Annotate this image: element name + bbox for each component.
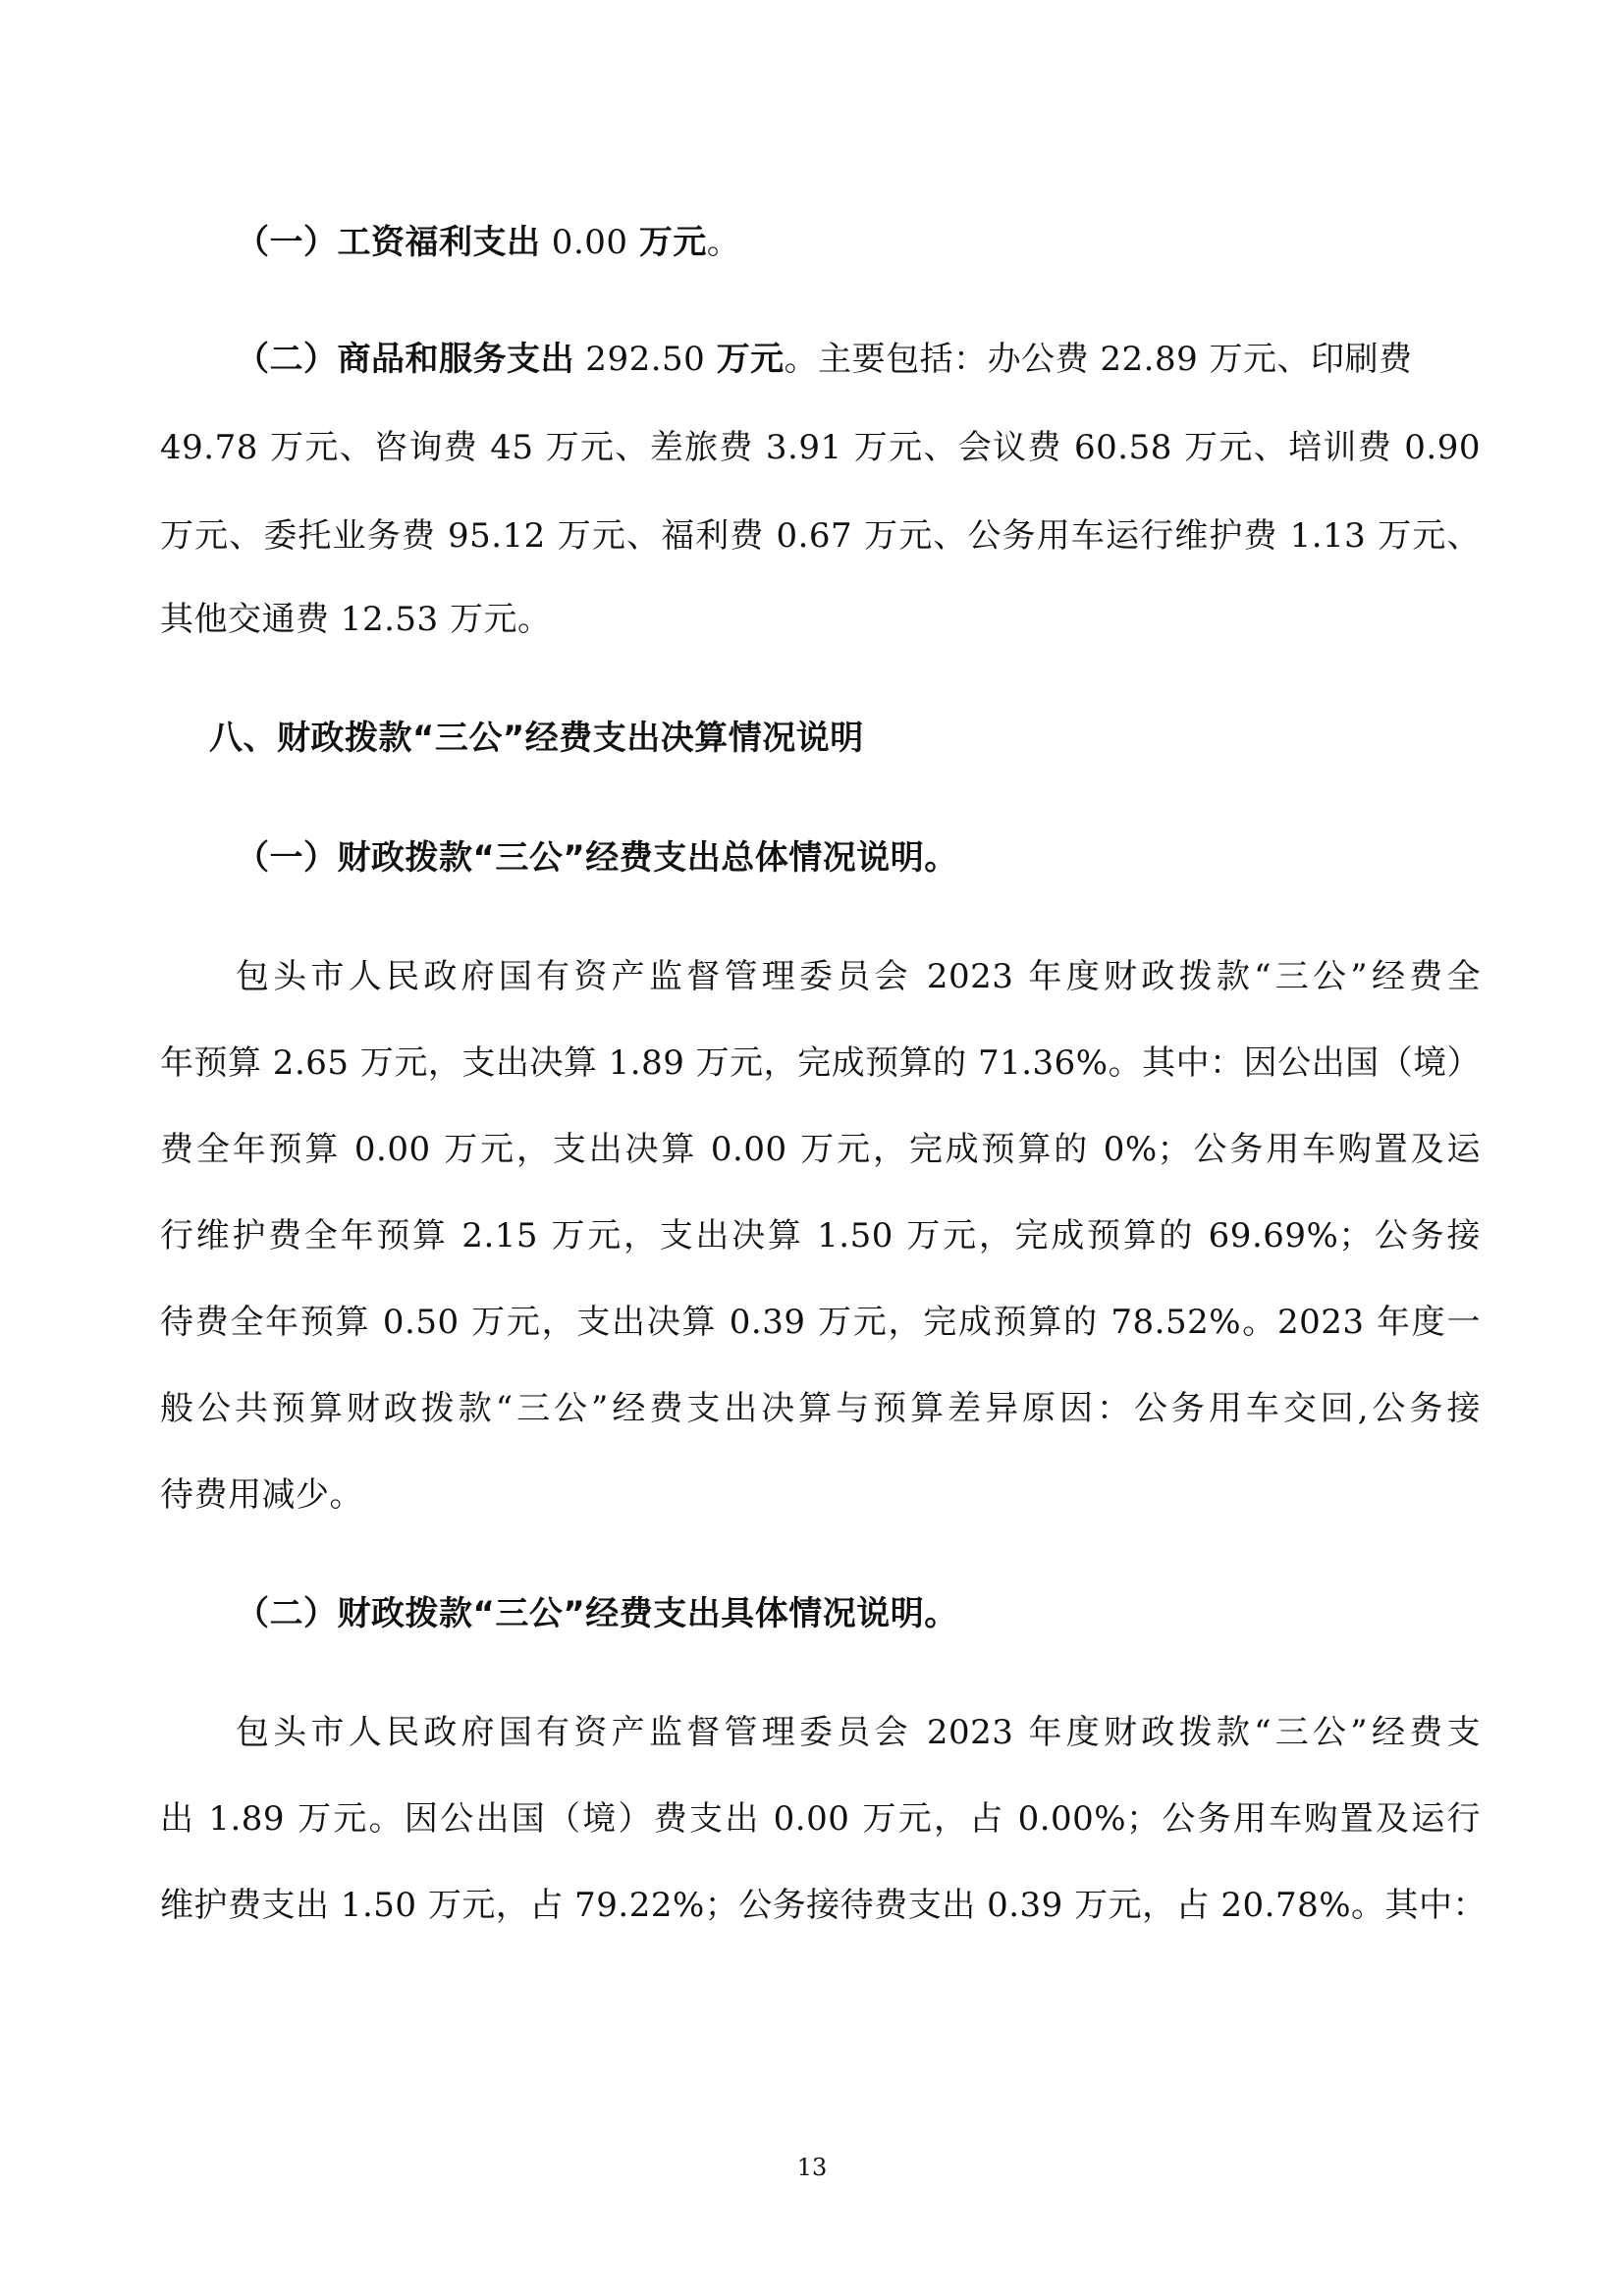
sub-heading-specific: （二）财政拨款“三公”经费支出具体情况说明。	[236, 1594, 958, 1633]
body-line: 年预算 2.65 万元，支出决算 1.89 万元，完成预算的 71.36%。其中：因公出国（境）	[160, 1043, 1482, 1083]
body-line: 出 1.89 万元。因公出国（境）费支出 0.00 万元，占 0.00%；公务用车购置及运行	[160, 1799, 1481, 1839]
page-number: 13	[796, 2154, 828, 2181]
body-line: 包头市人民政府国有资产监督管理委员会 2023 年度财政拨款“三公”经费支	[236, 1713, 1481, 1752]
sub-item-goods-unit: 万元	[716, 340, 785, 379]
sub-item-goods-rest: 。主要包括：办公费 22.89 万元、印刷费	[784, 340, 1413, 379]
body-line: 待费全年预算 0.50 万元，支出决算 0.39 万元，完成预算的 78.52%。2023 年度一	[160, 1303, 1481, 1342]
sub-item-goods-services	[236, 338, 1413, 381]
sub-item-wages-amount: 0.00	[540, 223, 639, 262]
body-line: 万元、委托业务费 95.12 万元、福利费 0.67 万元、公务用车运行维护费 1.13 万元、	[160, 516, 1481, 556]
body-line: 费全年预算 0.00 万元，支出决算 0.00 万元，完成预算的 0%；公务用车购置及运	[160, 1130, 1481, 1169]
body-line: 维护费支出 1.50 万元，占 79.22%；公务接待费支出 0.39 万元，占 20.78%。其中：	[160, 1886, 1488, 1925]
sub-item-wages-unit: 万元	[638, 223, 707, 262]
section-heading: 八、财政拨款“三公”经费支出决算情况说明	[209, 719, 864, 758]
sub-item-wages-label: （一）工资福利支出	[236, 223, 541, 262]
body-line: 包头市人民政府国有资产监督管理委员会 2023 年度财政拨款“三公”经费全	[236, 957, 1481, 996]
sub-heading-overall: （一）财政拨款“三公”经费支出总体情况说明。	[236, 838, 958, 878]
body-line: 其他交通费 12.53 万元。	[160, 600, 552, 639]
body-line: 待费用减少。	[160, 1475, 363, 1515]
body-line: 般公共预算财政拨款“三公”经费支出决算与预算差异原因：公务用车交回,公务接	[160, 1389, 1481, 1428]
sub-item-wages	[236, 221, 740, 264]
body-line: 行维护费全年预算 2.15 万元，支出决算 1.50 万元，完成预算的 69.69%；公务接	[160, 1216, 1481, 1255]
sub-item-goods-amount: 292.50	[574, 340, 717, 379]
body-line: 49.78 万元、咨询费 45 万元、差旅费 3.91 万元、会议费 60.58 万元、培训费 0.90	[160, 428, 1481, 467]
sub-item-goods-label: （二）商品和服务支出	[236, 340, 574, 379]
sub-item-wages-end: 。	[706, 223, 741, 262]
